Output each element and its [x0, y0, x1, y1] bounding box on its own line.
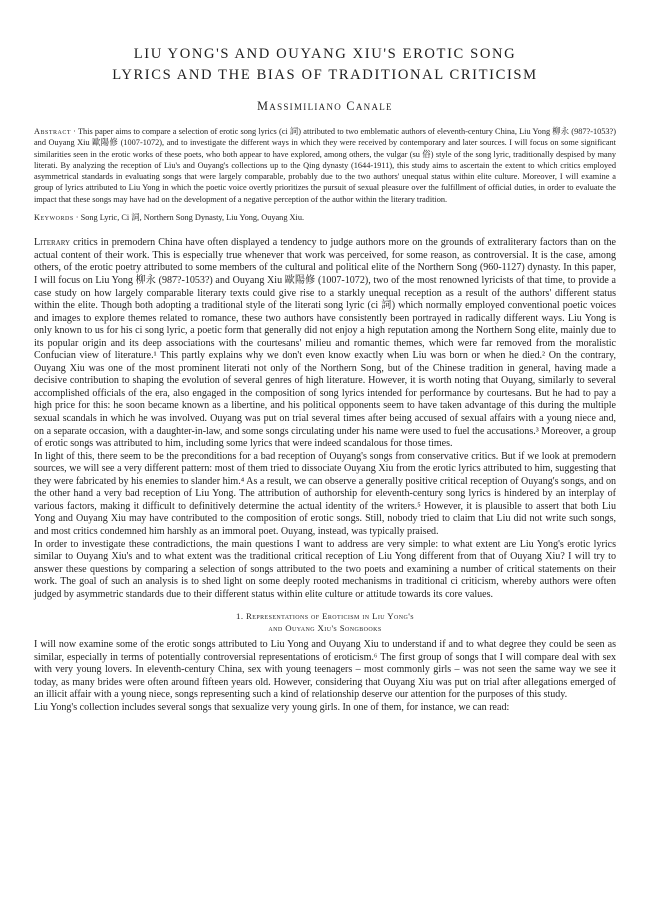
abstract-label: Abstract [34, 127, 71, 136]
abstract-text: · This paper aims to compare a selection of erotic song lyrics (ci 詞) attributed to two emblematic authors of eleventh-century China, Liu Yong 柳永 (987?-1053?) and Ouyang Xiu 歐陽修 (1007-1072), and to investigate the different ways in which they were received by contemporary and later sources. I will focus on some significant similarities seen in the erotic works of these poets, who both appear to have explored, among others, the vulgar (su 俗) style of the song lyric, traditionally despised by many literati. By analyzing the reception of Liu's and Ouyang's collections up to the Qing dynasty (1644-1911), this study aims to ascertain the extent to which critics employed asymmetrical standards in evaluating songs that were largely comparable, probably due to the two authors' unequal status within elite culture. Moreover, I will examine a group of lyrics attributed to Liu Yong in which the poetic voice overtly prioritizes the pursuit of sexual pleasure over the fulfillment of official duties, in order to evaluate the impact that these songs may have had on the development of a negative perception of the author within the literary tradition. [34, 127, 616, 204]
body-paragraph-4: I will now examine some of the erotic songs attributed to Liu Yong and Ouyang Xiu to understand if and to what degree they could be seen as similar, especially in terms of potentially controversial representations of eroticism.⁶ The first group of songs that I will compare deal with sex with very young lovers. In eleventh-century China, sex with young teenagers – most commonly girls – was not seen the same way we see it today, as many brides were often around fifteen years old. However, considering that Ouyang Xiu was put on trial after allegations emerged of an illicit affair with a young niece, songs representing such a kind of relationship deserve our attention for the purposes of this study. [34, 639, 616, 701]
keywords-text: · Song Lyric, Ci 詞, Northern Song Dynasty, Liu Yong, Ouyang Xiu. [73, 213, 305, 223]
body-paragraph-5: Liu Yong's collection includes several songs that sexualize very young girls. In one of them, for instance, we can read: [34, 701, 510, 713]
title-line-1: LIU YONG'S AND OUYANG XIU'S EROTIC SONG [133, 46, 517, 62]
keywords [34, 212, 616, 223]
abstract [34, 126, 616, 205]
section-heading [34, 610, 616, 634]
keywords-label: Keywords [34, 213, 74, 223]
body-paragraph-3: In order to investigate these contradictions, the main questions I want to address are very simple: to what extent are Liu Yong's erotic lyrics similar to Ouyang Xiu's and to what extent was the traditional critical reception of Liu Yong different from that of Ouyang Xiu? I will try to answer these questions by comparing a selection of songs attributed to the two poets and examining a number of critical statements on their work. The goal of such an analysis is to shed light on some deeply rooted mechanisms in traditional ci criticism, whereby authors were often judged by asymmetric standards due to their different status within elite culture or attitude towards its core values. [34, 538, 616, 600]
body-paragraph-1 [34, 237, 616, 450]
paragraph-1-text: critics in premodern China have often displayed a tendency to judge authors more on the grounds of extraliterary factors than on the actual content of their work. This is especially true whenever that work was perceived, for some reason, as controversial. It is the case, among others, of the erotic poetry attributed to some members of the cultural and political elite of the Northern Song (960-1127) dynasty. In this paper, I will focus on Liu Yong 柳永 (987?-1053?) and Ouyang Xiu 歐陽修 (1007-1072), two of the most renowned lyricists of that time, to provide a case study on how largely comparable literary texts could give rise to a starkly unequal reception as a result of the authors' different status within the elite. Though both adopting a traditional style of the literati song lyric (ci 詞) which normally employed conventional poetic voices and images to explore themes related to romance, these two authors have consistently been portrayed in radically different ways. Liu Yong is only known to us for his ci song lyric, a poetic form that generally did not enjoy a high reputation among the Northern Song elite, mainly due to its popular origin and its deep associations with the courtesans' milieu and romantic themes, which were far removed from the moralistic Confucian view of literature.¹ This partly explains why we don't even know exactly when Liu was born or when he died.² On the contrary, Ouyang Xiu was one of the most prominent literati not only of the Northern Song, but of the Chinese tradition in general, having made a decisive contribution to shaping the evolution of several genres of high literature. However, it is worth noting that Ouyang, similarly to several accomplished officials of the era, also engaged in the composition of song lyrics intended for performance by courtesans. But he had to pay a high price for this: he soon became known as a libertine, and his political opponents seem to have taken advantage of this during the multiple sexual scandals in which he was involved. Ouyang was put on trial several times after being accused of sexual affairs with a young niece and, on a separate occasion, with a daughter-in-law, and some songs circulating under his name were used to fuel the accusations.³ Moreover, a group of erotic songs was attributed to him, including some lyrics that were indeed scandalous for those times. [34, 237, 616, 450]
author-name: Massimiliano Canale [257, 99, 393, 113]
title-line-2: LYRICS AND THE BIAS OF TRADITIONAL CRITICISM [112, 67, 538, 83]
article-body [34, 237, 616, 714]
body-paragraph-2: In light of this, there seem to be the preconditions for a bad reception of Ouyang's songs from conservative critics. But if we look at premodern sources, we will see a very different pattern: most of them tried to dissociate Ouyang Xiu from the erotic lyrics attributed to him, suggesting that they were fabricated by his enemies to slander him.⁴ As a result, we can observe a generally positive critical reception of Ouyang's songs, and on the other hand a very bad reception of Liu Yong. The attribution of authorship for eleventh-century song lyrics is hindered by an interplay of various factors, making it difficult to definitively determine the actual identity of the writers.⁵ However, it is plausible to assert that both Liu Yong and Ouyang Xiu may have contributed to the composition of erotic songs. Still, nobody tried to claim that Liu did not write such songs, and most critics condemned him harshly as an immoral poet. Ouyang, instead, was typically praised. [34, 450, 616, 537]
section-heading-line-1: 1. Representations of Eroticism in Liu Yong's [236, 611, 414, 622]
paper-title [34, 44, 616, 86]
paragraph-lead-word: Literary [34, 237, 71, 249]
section-heading-line-2: and Ouyang Xiu's Songbooks [268, 623, 382, 634]
